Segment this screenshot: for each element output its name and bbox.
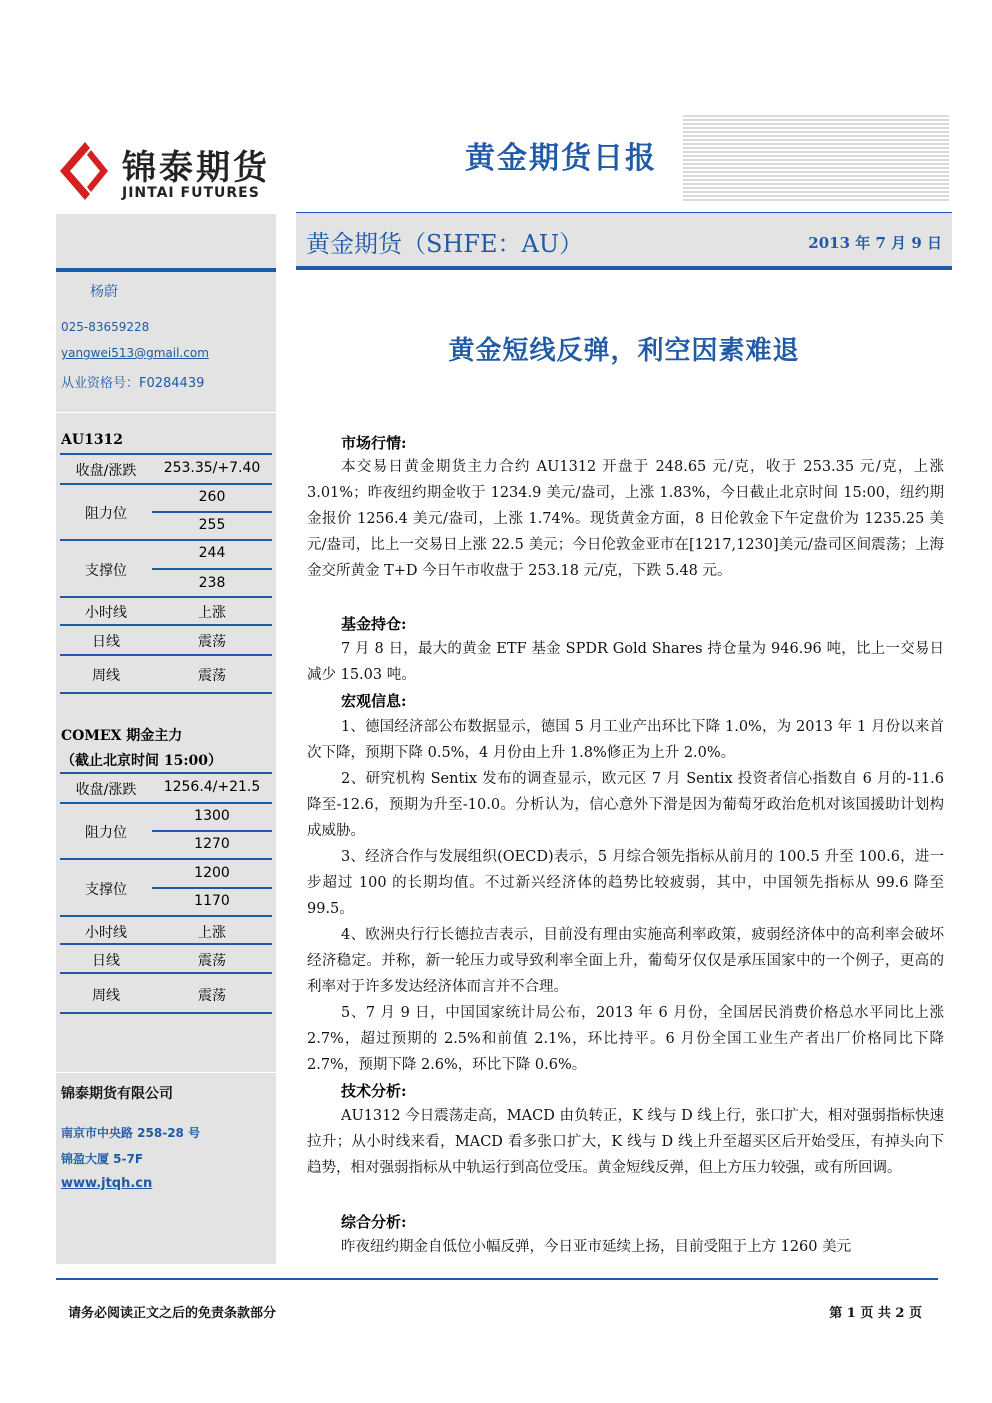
comex-support-1: 1200 [194,865,230,881]
au-resistance-1: 260 [198,489,226,505]
comex-resistance-2: 1270 [194,836,230,852]
au-resistance-label: 阻力位 [85,506,127,522]
footer-rule [56,1278,938,1280]
au-daily-value: 震荡 [198,634,226,650]
section-title-macro: 宏观信息: [341,692,407,710]
paragraph-macro-4: 4、欧洲央行行长德拉吉表示，目前没有理由实施高利率政策，疲弱经济体中的高利率会破坏经济稳定。并称，新一轮压力或导致利率全面上升，葡萄牙仅仅是承压国家中的一个例子，更高的利率对于许多发达经济体而言并不合理。 [307,927,944,995]
comex-support-label: 支撑位 [85,882,127,898]
section-title-summary: 综合分析: [341,1213,407,1231]
footer-page-number: 第 1 页 共 2 页 [829,1306,922,1321]
table-rule [152,511,272,513]
table-rule [152,887,272,889]
table-rule [60,654,272,656]
table-rule [60,596,272,598]
sidebar-top-rule [56,268,276,272]
comex-daily-value: 震荡 [198,953,226,969]
paragraph-fund: 7 月 8 日，最大的黄金 ETF 基金 SPDR Gold Shares 持仓量为 946.96 吨，比上一交易日减少 15.03 吨。 [307,641,944,683]
analyst-license: 从业资格号：F0284439 [61,376,205,391]
paragraph-macro-3: 3、经济合作与发展组织(OECD)表示，5 月综合领先指标从前月的 100.5 升至 100.6，进一步超过 100 的长期均值。不过新兴经济体的趋势比较疲弱，其中，中国领先指标从 99.6 降至 99.5。 [307,849,944,917]
table-rule [60,539,272,541]
au-hourly-value: 上涨 [198,605,226,621]
comex-close-label: 收盘/涨跌 [75,782,137,798]
au-resistance-2: 255 [198,517,226,533]
au-hourly-label: 小时线 [85,605,127,621]
au-close-value: 253.35/+7.40 [163,460,261,476]
paragraph-macro-2: 2、研究机构 Sentix 发布的调查显示，欧元区 7 月 Sentix 投资者信心指数自 6 月的-11.6 降至-12.6，预期为升至-10.0。分析认为，信心意外下滑是因为葡萄牙政治危机对该国援助计划构成威胁。 [307,771,944,839]
paragraph-summary: 昨夜纽约期金自低位小幅反弹，今日亚市延续上扬，目前受阻于上方 1260 美元 [341,1239,852,1255]
header-bar-rule [296,266,952,270]
comex-resistance-1: 1300 [194,808,230,824]
paragraph-tech: AU1312 今日震荡走高，MACD 由负转正，K 线与 D 线上行，张口扩大，相对强弱指标快速拉升；从小时线来看，MACD 看多张口扩大，K 线与 D 线上升至超买区后开始受压，有掉头向下趋势，相对强弱指标从中轨运行到高位受压。黄金短线反弹，但上方压力较强，或有所回调。 [307,1108,944,1176]
au-support-1: 244 [198,545,226,561]
comex-weekly-value: 震荡 [198,988,226,1004]
table-rule [152,830,272,832]
comex-resistance-label: 阻力位 [85,825,127,841]
comex-table-title: COMEX 期金主力 [61,728,183,744]
au-close-label: 收盘/涨跌 [75,463,137,479]
company-name: 锦泰期货有限公司 [61,1086,173,1102]
company-website-link[interactable]: www.jtqh.cn [61,1176,153,1191]
comex-daily-label: 日线 [92,953,120,969]
sidebar-divider [56,412,276,413]
table-rule [60,692,272,694]
table-rule [60,453,272,455]
au-support-label: 支撑位 [85,563,127,579]
paragraph-macro-5: 5、7 月 9 日，中国国家统计局公布，2013 年 6 月份，全国居民消费价格总水平同比上涨 2.7%，超过预期的 2.5%和前值 2.1%，环比持平。6 月份全国工业生产者出厂价格同比下降 2.7%，预期下降 2.6%，环比下降 0.6%。 [307,1005,944,1073]
paragraph-macro-1: 1、德国经济部公布数据显示，德国 5 月工业产出环比下降 1.0%，为 2013 年 1 月份以来首次下降，预期下降 0.5%，4 月份由上升 1.8%修正为上升 2.0%。 [307,719,944,761]
table-rule [60,972,272,974]
paragraph-market: 本交易日黄金期货主力合约 AU1312 开盘于 248.65 元/克，收于 253.35 元/克，上涨 3.01%；昨夜纽约期金收于 1234.9 美元/盎司，上涨 1.83%，今日截止北京时间 15:00，纽约期金报价 1256.4 美元/盎司，上涨 1.74%。现货黄金方面，8 日伦敦金下午定盘价为 1235.25 美元/盎司，比上一交易日上涨 22.5 美元；今日伦敦金亚市在[1217,1230]美元/盎司区间震荡；上海金交所黄金 T+D 今日午市收盘于 253.18 元/克，下跌 5.48 元。 [307,459,944,579]
company-address-1: 南京市中央路 258-28 号 [61,1126,201,1140]
analyst-name: 杨蔚 [90,284,118,300]
title-stripes [683,115,949,201]
report-date: 2013 年 7 月 9 日 [808,234,942,252]
brand-name-cn: 锦泰期货 [122,148,270,188]
sidebar-divider [56,1072,276,1073]
table-rule [60,802,272,804]
brand-name-en: JINTAI FUTURES [122,185,260,201]
comex-close-value: 1256.4/+21.5 [163,779,261,795]
table-rule [60,1012,272,1014]
table-rule [60,483,272,485]
comex-support-2: 1170 [194,893,230,909]
section-title-market: 市场行情: [341,434,407,452]
comex-hourly-label: 小时线 [85,925,127,941]
jintai-logo-icon [60,142,110,200]
comex-hourly-value: 上涨 [198,925,226,941]
report-title: 黄金期货日报 [465,141,657,176]
au-weekly-label: 周线 [92,668,120,684]
table-rule [60,624,272,626]
table-rule [60,772,272,774]
analyst-email-link[interactable]: yangwei513@gmail.com [61,346,209,360]
au-table-title: AU1312 [61,432,124,448]
au-support-2: 238 [198,575,226,591]
footer-disclaimer: 请务必阅读正文之后的免责条款部分 [68,1306,277,1321]
section-title-tech: 技术分析: [341,1082,407,1100]
table-rule [60,943,272,945]
table-rule [60,915,272,917]
comex-table-subtitle: （截止北京时间 15:00） [61,753,223,769]
product-title: 黄金期货（SHFE：AU） [306,230,584,258]
headline: 黄金短线反弹，利空因素难退 [448,336,800,366]
comex-weekly-label: 周线 [92,988,120,1004]
section-title-fund: 基金持仓: [341,615,407,633]
table-rule [60,858,272,860]
company-address-2: 锦盈大厦 5-7F [61,1152,144,1166]
au-daily-label: 日线 [92,634,120,650]
analyst-phone: 025-83659228 [61,320,150,334]
au-weekly-value: 震荡 [198,668,226,684]
table-rule [152,568,272,570]
